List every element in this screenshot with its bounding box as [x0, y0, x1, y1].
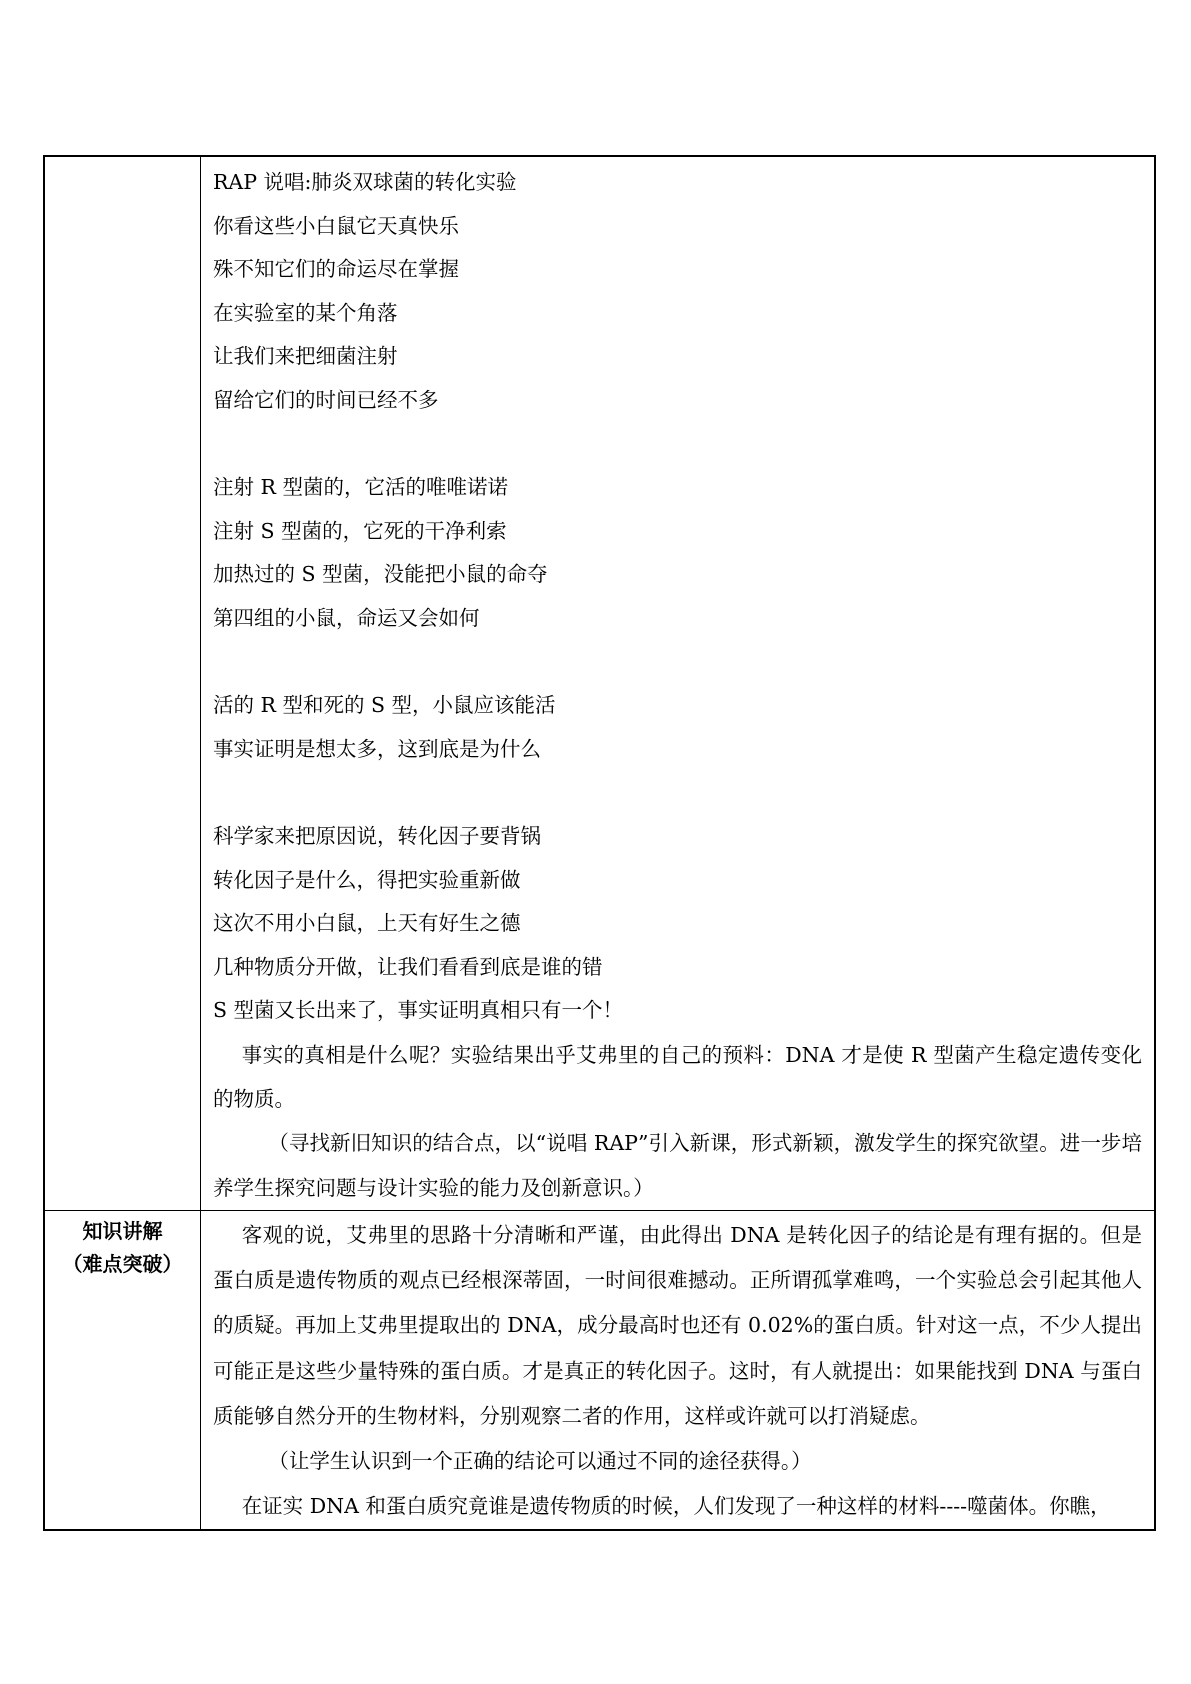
conclusion-paragraph: 事实的真相是什么呢？实验结果出乎艾弗里的自己的预料：DNA 才是使 R 型菌产生稳定遗传变化的物质。: [213, 1042, 1142, 1112]
rap-line: 让我们来把细菌注射: [213, 344, 398, 369]
section-label-title: 知识讲解: [82, 1219, 163, 1244]
explanation-paragraph: 客观的说，艾弗里的思路十分清晰和严谨，由此得出 DNA 是转化因子的结论是有理有据的。但是蛋白质是遗传物质的观点已经根深蒂固，一时间很难撼动。正所谓孤掌难鸣，一个实验总会引起其他人的质疑。再加上艾弗里提取出的 DNA，成分最高时也还有 0.02%的蛋白质。针对这一点，不少人提出可能正是这些少量特殊的蛋白质。才是真正的转化因子。这时，有人就提出：如果能找到 DNA 与蛋白质能够自然分开的生物材料，分别观察二者的作用，这样或许就可以打消疑虑。: [213, 1223, 1142, 1428]
rap-line: 几种物质分开做，让我们看看到底是谁的错: [213, 954, 603, 979]
rap-line: 你看这些小白鼠它天真快乐: [213, 213, 459, 238]
rap-line: S 型菌又长出来了，事实证明真相只有一个！: [213, 998, 624, 1023]
knowledge-row: [44, 1211, 1155, 1531]
knowledge-content-cell: [201, 1211, 1156, 1531]
teaching-note: （让学生认识到一个正确的结论可以通过不同的途径获得。）: [268, 1449, 812, 1474]
lesson-plan-table: [43, 155, 1156, 1531]
rap-line: 注射 S 型菌的，它死的干净利索: [213, 518, 507, 543]
section-label-cell: [44, 1211, 201, 1531]
verse-gap: [213, 771, 1142, 815]
rap-line: 科学家来把原因说，转化因子要背锅: [213, 823, 541, 848]
rap-line: 注射 R 型菌的，它活的唯唯诺诺: [213, 475, 508, 500]
empty-label-cell: [44, 156, 201, 1211]
rap-line: 活的 R 型和死的 S 型，小鼠应该能活: [213, 693, 556, 718]
rap-line: 第四组的小鼠，命运又会如何: [213, 605, 480, 630]
rap-line: 加热过的 S 型菌，没能把小鼠的命夺: [213, 562, 548, 587]
rap-content-cell: [201, 156, 1156, 1211]
teaching-note: （寻找新旧知识的结合点，以“说唱 RAP”引入新课，形式新颖，激发学生的探究欲望。进一步培养学生探究问题与设计实验的能力及创新意识。）: [213, 1131, 1142, 1200]
rap-line: 留给它们的时间已经不多: [213, 387, 439, 412]
rap-line: 转化因子是什么，得把实验重新做: [213, 867, 521, 892]
phage-intro-paragraph: 在证实 DNA 和蛋白质究竟谁是遗传物质的时候，人们发现了一种这样的材料----噬菌体。你瞧，: [241, 1494, 1111, 1519]
verse-gap: [213, 423, 1142, 467]
rap-line: 在实验室的某个角落: [213, 300, 398, 325]
rap-line: 事实证明是想太多，这到底是为什么: [213, 736, 541, 761]
verse-gap: [213, 641, 1142, 685]
rap-line: 殊不知它们的命运尽在掌握: [213, 257, 459, 282]
rap-line: RAP 说唱:肺炎双球菌的转化实验: [213, 170, 517, 194]
section-label-subtitle: （难点突破）: [62, 1252, 183, 1277]
rap-row: [44, 156, 1155, 1211]
rap-line: 这次不用小白鼠，上天有好生之德: [213, 911, 521, 936]
